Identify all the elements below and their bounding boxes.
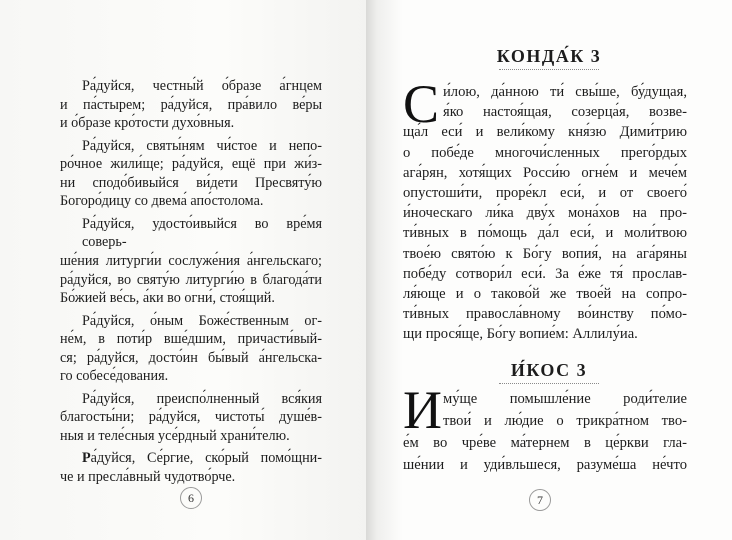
text-line: и о́бразе кро́тости духо́вныя. — [60, 115, 235, 132]
text-line: го собесе́дования. — [60, 368, 169, 385]
ikos-text — [403, 380, 687, 476]
paragraph — [60, 312, 322, 386]
text-line: ти́вных правосла́вному во́инству по́мо- — [403, 306, 687, 323]
drop-cap: С — [403, 74, 440, 134]
text-line: о побе́де многочи́сленных прего́рдых — [403, 144, 687, 161]
page-number-left: 6 — [180, 487, 202, 509]
text-line: твои́ и лю́дие о трикра́тном тво- — [443, 413, 687, 429]
text-line: че и пресла́вный чудотво́рче. — [60, 468, 236, 485]
bold-initial: Р — [82, 450, 91, 467]
text-line: побе́ду сотвори́л еси́. За е́же тя́ прослав- — [403, 265, 687, 282]
text-line: Ра́дуйся, честны́й о́бразе а́гнцем — [82, 78, 322, 94]
text-line: ща́л еси́ и вели́кому кня́зю Дими́трию — [403, 124, 687, 141]
text-line: ныя и теле́сныя усе́рдный храни́телю. — [60, 427, 290, 444]
text-line: ся; ра́дуйся, досто́ин бы́вый а́нгельска- — [60, 349, 322, 366]
text-line: Богоро́дицу со двема́ апо́столома. — [60, 193, 264, 210]
text-line: ни сподо́бивыйся ви́дети Пресвяту́ю — [60, 174, 322, 191]
right-page — [366, 0, 732, 540]
ikos-title: И́КОС 3 — [510, 360, 588, 380]
text-line: Ра́дуйся, о́ным Боже́ственным ог- — [82, 312, 322, 329]
text-line: ага́рян, хотя́щих Росси́ю огне́м и мече́м — [403, 164, 687, 181]
text-line: щи прося́ще, Бо́гу вопие́м: Аллилу́иа. — [403, 326, 638, 343]
page-number-right: 7 — [529, 489, 551, 511]
text-line: и па́стырем; ра́дуйся, пра́вило ве́ры — [60, 96, 322, 113]
heading-dotted-rule — [499, 383, 599, 384]
text-line: му́ще помышле́ние роди́телие — [443, 391, 687, 407]
text-line: твое́ю свято́ю к Бо́гу вопия́, на ага́ряны — [403, 245, 687, 262]
text-line: Бо́жией ве́сь, а́ки во огни́, стоя́щий. — [60, 290, 275, 307]
text-line: не́м, в поти́р вше́дшим, причасти́вый- — [60, 331, 322, 348]
text-line: ро́чное жили́ще; ра́дуйся, ещё при жи́з- — [60, 156, 322, 173]
text-line: Ра́дуйся, преиспо́лненный вся́кия — [82, 390, 322, 407]
text-line: и́ноческаго ли́ка дву́х мона́хов на про- — [403, 205, 687, 222]
text-line: ше́нии и уди́вльшеся, разуме́ша не́что — [403, 457, 687, 473]
akathist-ikos-text — [60, 77, 322, 490]
text-line: и́лою, да́нною ти́ свы́ше, бу́дущая, — [443, 84, 687, 100]
text-line: я́ко настоя́щая, созерца́я, возве- — [443, 104, 687, 121]
kondak-text — [403, 74, 687, 345]
drop-cap: И — [403, 380, 442, 440]
paragraph — [60, 390, 322, 446]
heading-dotted-rule — [499, 69, 599, 70]
text-line: ра́дуйся, во святу́ю литурги́ю в благода́ти — [60, 271, 322, 288]
text-line: Ра́дуйся, святы́ням чи́стое и непо- — [82, 137, 322, 154]
text-line: е́м во чре́ве ма́тернем в це́ркви гла- — [403, 435, 687, 451]
paragraph — [60, 77, 322, 133]
text-line: Ра́дуйся, Се́ргие, ско́рый помо́щни- — [82, 450, 322, 467]
kondak-heading — [366, 46, 732, 70]
text-line: ти́вных в по́мощь да́л еси́, и моли́твою — [403, 225, 687, 242]
text-line: Ра́дуйся, удосто́ивыйся во вре́мя соверь- — [82, 215, 322, 251]
text-line: опустоши́ти, проре́кл еси́, и от своего́ — [403, 185, 687, 202]
kondak-title: КОНДА́К 3 — [496, 46, 602, 66]
paragraph — [60, 449, 322, 486]
text-line: благосты́ни; ра́дуйся, чистоты́ душе́в- — [60, 409, 322, 426]
text-line: ля́юще и о таково́й же твое́й на сопро- — [403, 286, 687, 303]
paragraph — [60, 215, 322, 308]
paragraph — [60, 137, 322, 211]
text-line: ше́ния литурги́и сослуже́ния а́нгельскаго; — [60, 252, 322, 269]
